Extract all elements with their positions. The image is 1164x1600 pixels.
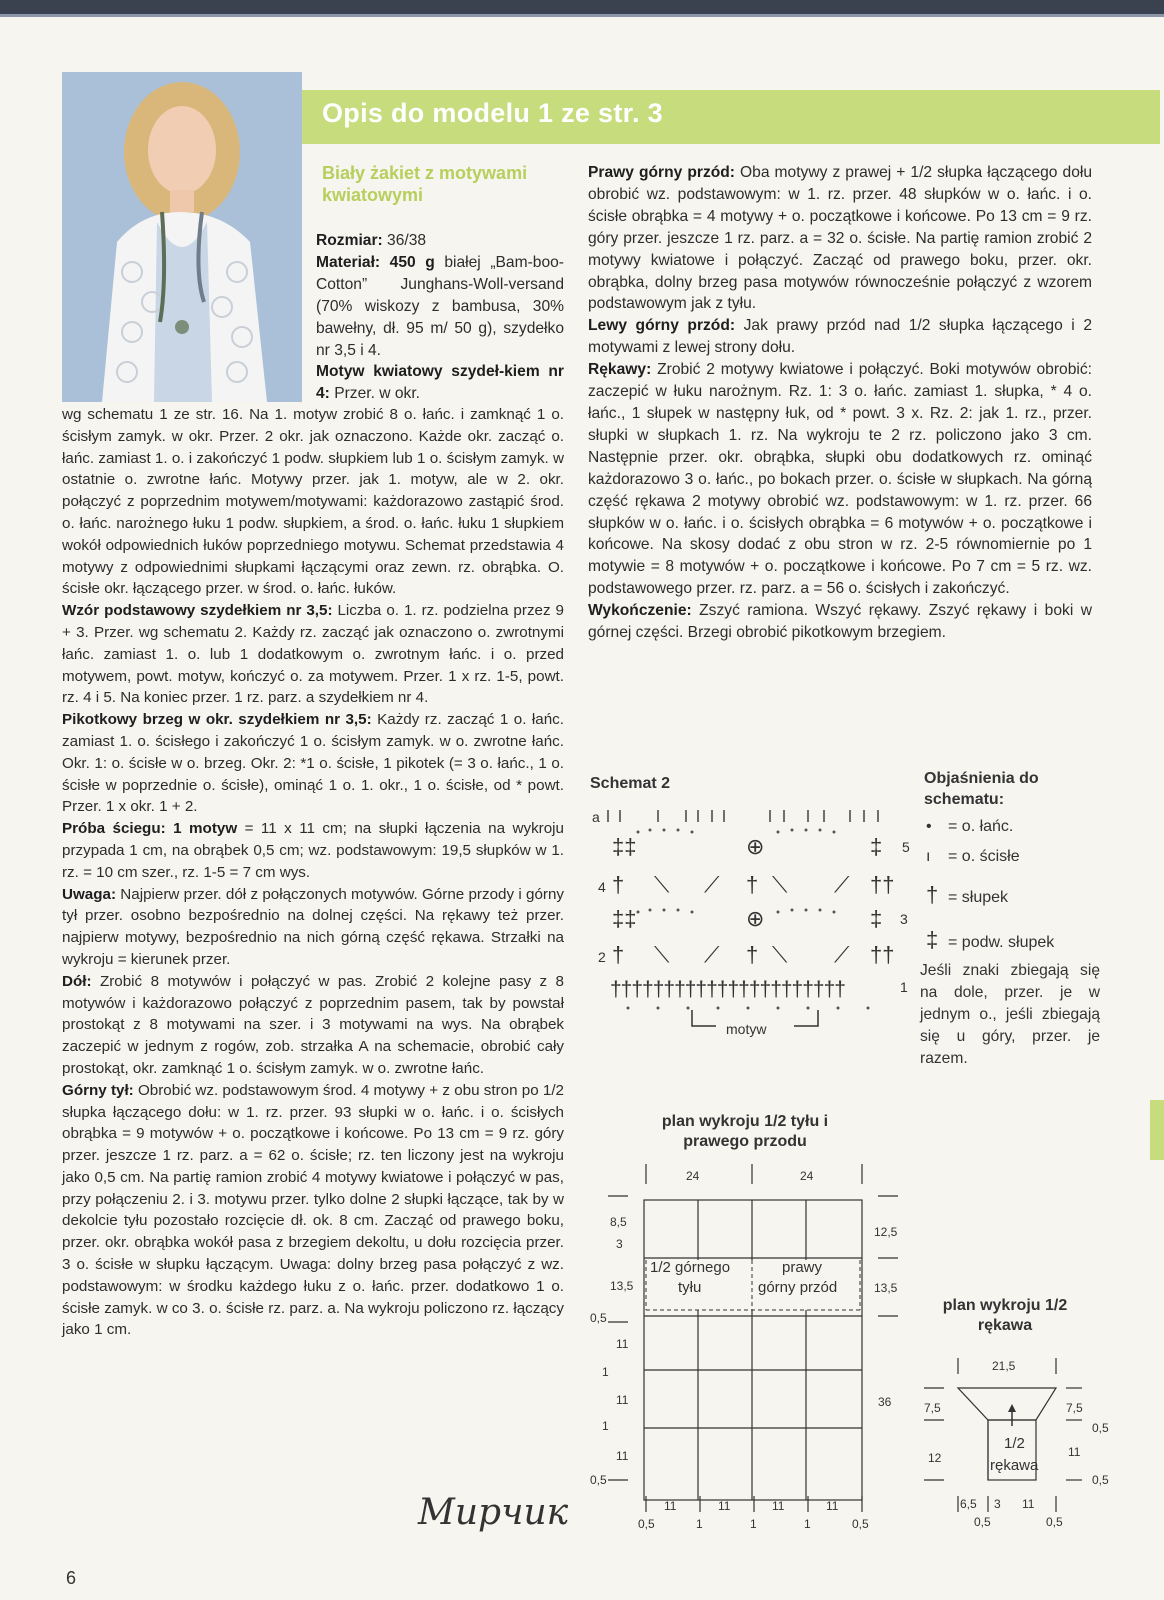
row-label: 4 bbox=[598, 879, 606, 895]
row-label: 2 bbox=[598, 949, 606, 965]
legend-title bbox=[924, 768, 1074, 810]
paragraph bbox=[316, 252, 564, 362]
paragraph-body: Najpierw przer. dół z połączonych motywów. Górne przody i górny tył przer. osobno bezpośrednio na dolnej części. Na rękawy też przer. najpierw motywy, bezpośrednio na nich górną część rękawa. Strzałki na wykroju = kierunek przer. bbox=[62, 885, 564, 968]
legend-list bbox=[926, 812, 1054, 958]
svg-text:†: † bbox=[612, 872, 625, 897]
paragraph-heading: Rozmiar: bbox=[316, 232, 383, 249]
svg-text:⟍: ⟍ bbox=[654, 872, 670, 897]
paragraph-heading: Górny tył: bbox=[62, 1081, 134, 1099]
header-band bbox=[302, 90, 1160, 144]
plan-body-dim: 12,5 bbox=[874, 1225, 898, 1239]
paragraph-heading: Wzór podstawowy szydełkiem nr 3,5: bbox=[62, 602, 333, 620]
chain-symbol: • bbox=[926, 818, 932, 835]
signature: Мирчик bbox=[418, 1492, 569, 1533]
legend-note: Jeśli znaki zbiegają się na dole, przer. je w jednym o., jeśli zbiegają się u góry, przer. je razem. bbox=[920, 962, 1100, 1067]
plan-sleeve-dim: 0,5 bbox=[1046, 1515, 1063, 1529]
row-label: 5 bbox=[902, 839, 910, 855]
paragraph bbox=[588, 315, 1092, 359]
paragraph-heading: Próba ściegu: 1 motyw bbox=[62, 820, 238, 838]
plan-body-dim: 1 bbox=[602, 1365, 609, 1379]
plan-body-title: plan wykroju 1/2 tyłu i prawego przodu bbox=[661, 1113, 829, 1150]
paragraph-body: Liczba o. 1. rz. podzielna przez 9 + 3. Przer. wg schematu 2. Każdy rz. zacząć jak oznaczono o. zwrotnymi łańc. zamiast 1. o. lub 1 dodatkowym o. zwrotnym łańc. i o. przed motywem, powt. motyw, kończyć o. za motywem. Przer. 1 x rz. 1-5, powt. rz. 4 i 5. Na koniec przer. 1 rz. parz. a szydełkiem nr 4. bbox=[62, 602, 564, 707]
schemat-title: Schemat 2 bbox=[590, 775, 671, 792]
paragraph-body: białej „Bam-boo-Cotton” Junghans-Woll-versand (70% wiskozy z bambusa, 30% bawełny, dł. 95 m/ 50 g), szydełko nr 3,5 i 4. bbox=[316, 253, 564, 359]
paragraph bbox=[316, 361, 564, 405]
plan-body-dim: 24 bbox=[800, 1169, 814, 1183]
svg-text:⟋: ⟋ bbox=[704, 872, 720, 897]
plan-body-dim: 8,5 bbox=[610, 1215, 627, 1229]
legend-text: = podw. słupek bbox=[948, 934, 1055, 951]
svg-text:‡: ‡ bbox=[870, 906, 883, 931]
paragraph bbox=[62, 971, 564, 1080]
paragraph-body: Każdy rz. zacząć 1 o. łańc. zamiast 1. o. ścisłego i zakończyć 1 o. ścisłym zamyk. w o. zwrotne łańc. Okr. 1: o. ścisłe w o. brzeg. Okr. 2: *1 o. ścisłe, 1 pikotek (= 3 o. łańc., 1 o. ścisłe w poprzednie o. ścisłe), ominąć 1 o. 1. okr., 1 o. ścisłe, od * powt. Przer. 1 x okr. 1 + 2. bbox=[62, 711, 564, 816]
plan-body-dim: 11 bbox=[718, 1499, 731, 1513]
model-photo bbox=[62, 72, 302, 402]
motif-label: motyw bbox=[726, 1021, 767, 1037]
plan-body-dim: 11 bbox=[772, 1499, 785, 1513]
paragraph bbox=[62, 818, 564, 883]
plan-sleeve-diagram bbox=[916, 1350, 1116, 1540]
legend-item bbox=[926, 812, 1054, 842]
plan-body-dim: 11 bbox=[664, 1499, 677, 1513]
svg-text:‡‡: ‡‡ bbox=[612, 834, 637, 859]
legend-item bbox=[926, 880, 1054, 913]
plan-body-dim: 0,5 bbox=[590, 1473, 607, 1487]
legend-item bbox=[926, 842, 1054, 872]
svg-text:⟍: ⟍ bbox=[772, 872, 788, 897]
side-accent bbox=[1150, 1100, 1164, 1160]
paragraph bbox=[588, 359, 1092, 600]
plan-sleeve-title: plan wykroju 1/2 rękawa bbox=[942, 1297, 1068, 1334]
plan-body-dim: 0,5 bbox=[638, 1517, 655, 1531]
plan-body-dim: 0,5 bbox=[590, 1311, 607, 1325]
plan-body-dim: 24 bbox=[686, 1169, 700, 1183]
svg-text:⟍: ⟍ bbox=[654, 942, 670, 967]
plan-body-dim: 1 bbox=[750, 1517, 757, 1531]
page-title: Opis do modelu 1 ze str. 3 bbox=[322, 98, 663, 128]
subtitle-line: kwiatowymi bbox=[322, 185, 424, 205]
tr-symbol: ‡ bbox=[926, 927, 939, 952]
plan-sleeve-dim: 6,5 bbox=[960, 1497, 977, 1511]
plan-label: tyłu bbox=[678, 1279, 702, 1296]
plan-body-dim: 13,5 bbox=[610, 1279, 634, 1293]
plan-sleeve-dim: 11 bbox=[1022, 1497, 1035, 1511]
legend-text: = o. łańc. bbox=[948, 818, 1014, 835]
paragraph-body: Zrobić 2 motywy kwiatowe i połączyć. Boki motywów obrobić: zaczepić w łuku narożnym. Rz. 1: 3 o. łańc. zamiast 1. słupka, * 4 o. łańc., 1 słupek w następny łuk, od * powt. 3 x. Rz. 2: jak 1. rz., przer. słupki w słupkach 1. rz. Na wykroju te 2 rz. policzono jako 3 cm. Następnie przer. okr. obrąbka, słupki obu dodatkowych rz. ominąć każdorazowo 3 o. łańc., po bokach przer. o. ścisłe w słupkach. Na górną część rękawa 2 motywy obrobić wz. podstawowym: w 1. rz. przer. 66 słupków w o. łańc. i o. ścisłych obrąbka = 6 motywów + o. początkowe i końcowe. Na skosy dodać z obu stron w rz. 2-5 równomiernie po 1 motywie = 8 motywów + o. początkowe i końcowe. Po 7 cm = 5 rz. wz. podstawowego przer. rz. parz. a = 56 o. ścisłych i zakończyć. bbox=[588, 361, 1092, 598]
row-label: 3 bbox=[900, 911, 908, 927]
plan-body-dim: 1 bbox=[602, 1419, 609, 1433]
svg-text:†: † bbox=[746, 872, 759, 897]
plan-body-dim: 1 bbox=[696, 1517, 703, 1531]
svg-text:⊕: ⊕ bbox=[746, 906, 765, 931]
intro-text bbox=[316, 230, 564, 405]
plan-body-dim: 11 bbox=[616, 1337, 629, 1351]
plan-body-dim: 3 bbox=[616, 1237, 623, 1251]
paragraph-heading: Prawy górny przód: bbox=[588, 164, 735, 181]
right-column bbox=[588, 162, 1092, 644]
crochet-chart bbox=[588, 800, 918, 1045]
svg-text:†: † bbox=[612, 942, 625, 967]
svg-text:⟍: ⟍ bbox=[772, 942, 788, 967]
paragraph-body: wg schematu 1 ze str. 16. Na 1. motyw zrobić 8 o. łańc. i zamknąć 1 o. ścisłym zamyk. w okr. Przer. 2 okr. jak oznaczono. Każde okr. zacząć o. łańc. zamiast 1. o. i zakończyć 1 podw. słupkiem lub 1 o. ścisłym zamyk. w ostatnie o. zwrotne łańc. Motywy przer. jak 1. motyw, ale w 2. okr. połączyć z poprzednim motywem/motywami: każdorazowo zastąpić środ. o. łańc. narożnego łuku 1 podw. słupkiem, a środ. o. łańc. łuku 1 słupkiem wokół odpowiednich łuków poprzedniego motywu. Schemat przedstawia 4 motywy z odpowiednimi słupkami łączącymi oraz zewn. rz. obrąbka. O. ścisłe okr. łączącego przer. w środ. o. łańc. łuków. bbox=[62, 406, 564, 598]
plan-body-dim: 11 bbox=[616, 1449, 629, 1463]
plan-sleeve-dim: 0,5 bbox=[974, 1515, 991, 1529]
page-number: 6 bbox=[66, 1568, 77, 1588]
paragraph-heading: Lewy górny przód: bbox=[588, 317, 736, 335]
sc-row bbox=[608, 810, 878, 822]
sc-symbol: ı bbox=[926, 848, 931, 865]
left-column bbox=[62, 404, 564, 1341]
legend-text: = słupek bbox=[948, 889, 1009, 906]
svg-text:††: †† bbox=[870, 942, 895, 967]
dc-symbol: † bbox=[926, 882, 939, 907]
plan-body-dim: 11 bbox=[826, 1499, 839, 1513]
paragraph-body: Zszyć ramiona. Wszyć rękawy. Zszyć rękawy i boki w górnej części. Brzegi obrobić pikotkowym brzegiem. bbox=[588, 602, 1092, 642]
paragraph-heading: Rękawy: bbox=[588, 361, 652, 379]
svg-text:††††††††††††††††††††††: †††††††††††††††††††††† bbox=[610, 978, 845, 1001]
chart-start-label: a bbox=[592, 809, 600, 825]
plan-sleeve-dim: 3 bbox=[994, 1497, 1001, 1511]
paragraph bbox=[62, 884, 564, 971]
paragraph-heading: Pikotkowy brzeg w okr. szydełkiem nr 3,5: bbox=[62, 711, 372, 729]
plan-body-dim: 36 bbox=[878, 1395, 892, 1409]
paragraph bbox=[316, 230, 564, 252]
paragraph bbox=[62, 1080, 564, 1342]
paragraph bbox=[62, 600, 564, 709]
paragraph-body: Zrobić 8 motywów i połączyć w pas. Zrobić 2 kolejne pasy z 8 motywów i każdorazowo połączyć z poprzednim pasem, tak by powstał prostokąt z 8 motywami na szer. i 3 motywami na wys. Na obrąbek zaczepić w jednym z rogów, zob. strzałka A na schemacie, obrobić cały prostokąt, okr. zamknąć 1 o. ścisłym zamyk. w o. zwrotne łańc. bbox=[62, 972, 564, 1077]
legend-item bbox=[926, 925, 1054, 958]
svg-text:⟋: ⟋ bbox=[834, 942, 850, 967]
plan-label: 1/2 górnego bbox=[650, 1259, 731, 1276]
svg-text:‡: ‡ bbox=[870, 834, 883, 859]
svg-text:⟋: ⟋ bbox=[834, 872, 850, 897]
legend-text: = o. ścisłe bbox=[948, 848, 1020, 865]
paragraph-body: Oba motywy z prawej + 1/2 słupka łączącego dołu obrobić wz. podstawowym: w 1. rz. przer. 48 słupków w o. łańc. i o. ścisłe obrąbka = 4 motywy + o. początkowe i końcowe. Po 13 cm = 9 rz. góry przer. jeszcze 1 rz. parz. a = 32 o. ścisłe. Na partię ramion zrobić 2 motywy kwiatowe i połączyć. Zacząć od prawego boku, przer. okr. obrąbka, dolny brzeg pasa motywów równocześnie połączyć z wzorem podstawowym jak z tyłu. bbox=[588, 164, 1092, 313]
paragraph-body: Jak prawy przód nad 1/2 słupka łączącego i 2 motywami z lewej strony dołu. bbox=[588, 317, 1092, 357]
plan-sleeve-label: rękawa bbox=[990, 1457, 1039, 1474]
plan-sleeve-dim: 7,5 bbox=[1066, 1401, 1083, 1415]
plan-sleeve-dim: 0,5 bbox=[1092, 1473, 1109, 1487]
plan-sleeve-dim: 0,5 bbox=[1092, 1421, 1109, 1435]
plan-body-dim: 0,5 bbox=[852, 1517, 869, 1531]
svg-text:‡‡: ‡‡ bbox=[612, 906, 637, 931]
paragraph-body: Obrobić wz. podstawowym środ. 4 motywy + z obu stron po 1/2 słupka łączącego dołu: w 1. rz. przer. 93 słupki w o. łańc. i o. ścisłych obrąbka = 9 motywów + o. początkowe i końcowe. Po 13 cm = 9 rz. góry przer. jeszcze 1 rz. parz. a = 62 o. ścisłe; rz. ten liczony jest na wykroju jako 0,5 cm. Na partię ramion zrobić 4 motywy kwiatowe i połączyć w pas, przy połączeniu 2. i 3. motywu przer. tylko dolne 2 słupki łączące, tak by w dekolcie tyłu pozostało rozcięcie dł. ok. 8 cm. Zacząć od prawego boku, przer. okr. obrąbka wokół pasa z brzegiem dekoltu, u dołu rozcięcia przer. 3 o. ścisłe w słupku łączącym. Uwaga: dolny brzeg pasa połączyć z wz. podstawowym: w środku każdego łuku z o. łańc. przer. dodatkowo 1 o. ścisłe zamyk. w co 3. o. ścisłe rz. parz. a. Na wykroju policzono rz. łączący jako 1 cm. bbox=[62, 1081, 565, 1339]
plan-sleeve-dim: 11 bbox=[1068, 1445, 1081, 1459]
paragraph-heading: Dół: bbox=[62, 972, 92, 990]
plan-label: prawy bbox=[782, 1259, 823, 1276]
plan-sleeve-label: 1/2 bbox=[1004, 1435, 1025, 1452]
paragraph bbox=[62, 404, 564, 600]
paragraph bbox=[588, 162, 1092, 315]
svg-text:⊕: ⊕ bbox=[746, 834, 765, 859]
top-border bbox=[0, 0, 1164, 14]
paragraph bbox=[62, 709, 564, 818]
row-label: 1 bbox=[900, 979, 908, 995]
svg-text:†: † bbox=[746, 942, 759, 967]
stitch-rows bbox=[610, 834, 894, 1001]
plan-label: górny przód bbox=[758, 1279, 838, 1296]
subtitle-line: Biały żakiet z motywami bbox=[322, 163, 528, 183]
plan-body-dim: 1 bbox=[804, 1517, 811, 1531]
plan-body-dim: 13,5 bbox=[874, 1281, 898, 1295]
model-illustration bbox=[62, 72, 302, 402]
paragraph-body: Przer. w okr. bbox=[329, 385, 420, 403]
top-border-line bbox=[0, 14, 1164, 17]
article-subtitle bbox=[322, 162, 527, 206]
plan-sleeve-dim: 21,5 bbox=[992, 1359, 1016, 1373]
paragraph-body: 36/38 bbox=[382, 232, 427, 249]
plan-sleeve-dim: 7,5 bbox=[924, 1401, 941, 1415]
svg-text:⟋: ⟋ bbox=[704, 942, 720, 967]
plan-body-dim: 11 bbox=[616, 1393, 629, 1407]
paragraph-heading: Uwaga: bbox=[62, 885, 117, 903]
plan-sleeve-dim: 12 bbox=[928, 1451, 942, 1465]
paragraph-heading: Wykończenie: bbox=[588, 602, 692, 620]
paragraph-heading: Motyw kwiatowy szydeł-kiem nr 4: bbox=[316, 363, 564, 403]
svg-text:††: †† bbox=[870, 872, 895, 897]
paragraph-heading: Materiał: 450 g bbox=[316, 253, 435, 271]
paragraph bbox=[588, 600, 1092, 644]
paragraph-body: = 11 x 11 cm; na słupki łączenia na wykroju przypada 1 cm, na obrąbek 0,5 cm; wz. podstawowym: 19,5 słupków w 1. rz. = 10 cm szer., rz. 1-5 = 7 cm wys. bbox=[62, 820, 564, 881]
plan-body-diagram bbox=[588, 1160, 918, 1540]
legend-title-text: Objaśnienia do schematu: bbox=[924, 770, 1039, 808]
